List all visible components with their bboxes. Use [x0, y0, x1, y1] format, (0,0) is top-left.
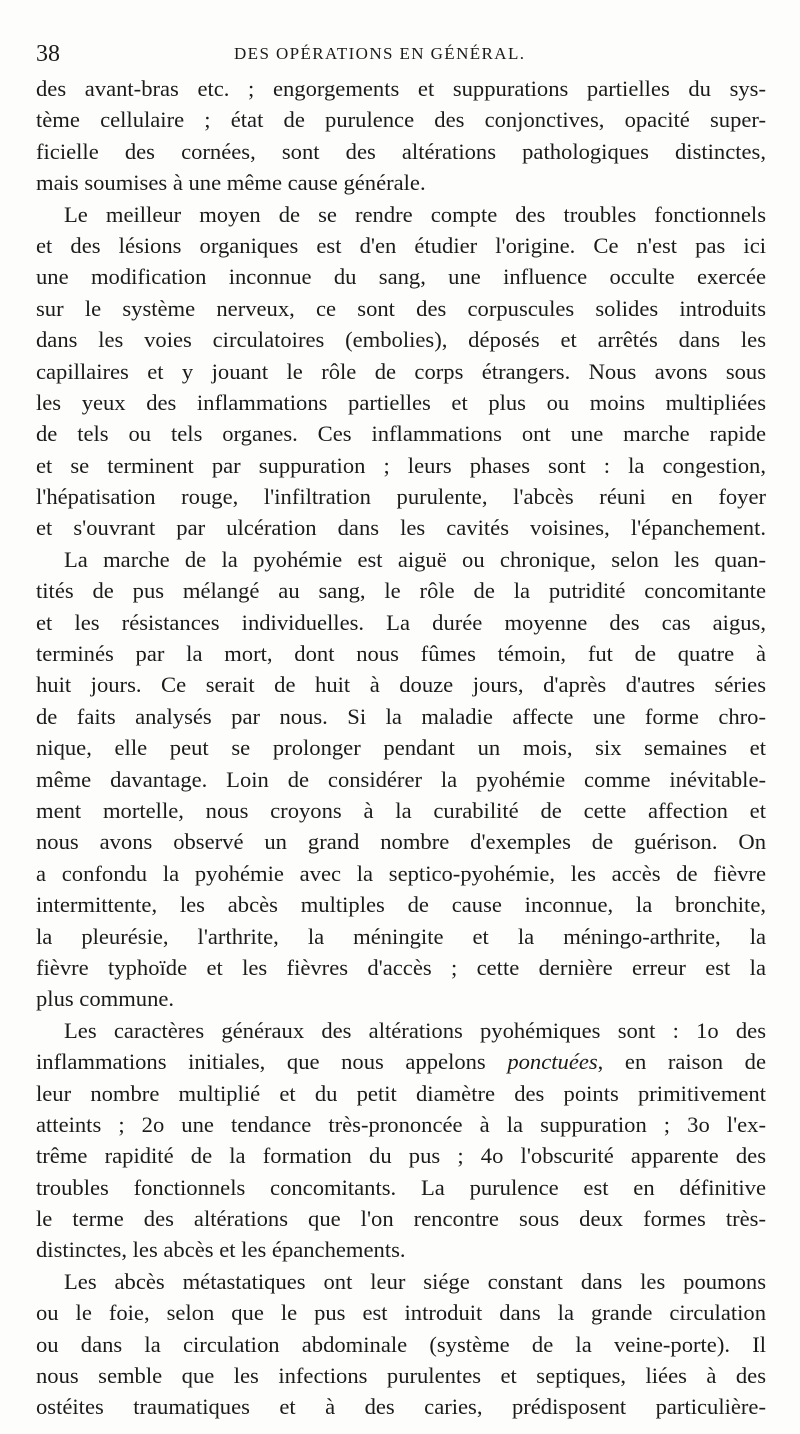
text-line: une modification inconnue du sang, une influence occulte exercée: [36, 264, 766, 290]
text-line: ou dans la circulation abdominale (système de la veine-porte). Il: [36, 1331, 766, 1357]
text-line: leur nombre multiplié et du petit diamètre des points primitivement: [36, 1080, 766, 1106]
text-line: mais soumises à une même cause générale.: [36, 170, 426, 196]
paragraph: [36, 73, 766, 199]
text-line: tités de pus mélangé au sang, le rôle de la putridité concomitante: [36, 578, 766, 604]
text-line: l'hépatisation rouge, l'infiltration purulente, l'abcès réuni en foyer: [36, 484, 766, 510]
text-line: nous semble que les infections purulentes et septiques, liées à des: [36, 1363, 766, 1389]
text-line: les yeux des inflammations partielles et plus ou moins multipliées: [36, 389, 766, 415]
text-line: a confondu la pyohémie avec la septico-pyohémie, les accès de fièvre: [36, 860, 766, 886]
text-line: dans les voies circulatoires (embolies), déposés et arrêtés dans les: [36, 327, 766, 353]
text-line: plus commune.: [36, 986, 175, 1012]
text-line: fièvre typhoïde et les fièvres d'accès ; cette dernière erreur est la: [36, 954, 766, 980]
text-line: nique, elle peut se prolonger pendant un mois, six semaines et: [36, 735, 766, 761]
text-line: terminés par la mort, dont nous fûmes témoin, fut de quatre à: [36, 641, 766, 667]
text-line: même davantage. Loin de considérer la pyohémie comme inévitable-: [36, 766, 766, 792]
text-span: inflammations initiales, que nous appelons: [36, 1049, 508, 1075]
text-line: [36, 1046, 766, 1077]
text-line: nous avons observé un grand nombre d'exemples de guérison. On: [36, 829, 766, 855]
text-line: capillaires et y jouant le rôle de corps étrangers. Nous avons sous: [36, 358, 766, 384]
text-line: ou le foie, selon que le pus est introduit dans la grande circulation: [36, 1300, 766, 1326]
text-line: Les caractères généraux des altérations pyohémiques sont : 1o des: [64, 1017, 766, 1043]
text-line: sur le système nerveux, ce sont des corpuscules solides introduits: [36, 295, 766, 321]
text-line: distinctes, les abcès et les épanchements.: [36, 1237, 406, 1263]
text-line: des avant-bras etc. ; engorgements et suppurations partielles du sys-: [36, 76, 766, 101]
paragraph: [36, 544, 766, 1015]
text-line: Le meilleur moyen de se rendre compte des troubles fonctionnels: [64, 201, 766, 227]
paragraph: [36, 199, 766, 544]
body-text: [36, 73, 766, 1423]
text-line: ostéites traumatiques et à des caries, prédisposent particulière-: [36, 1394, 766, 1420]
running-head: DES OPÉRATIONS EN GÉNÉRAL.: [234, 44, 526, 63]
text-line: de tels ou tels organes. Ces inflammations ont une marche rapide: [36, 421, 766, 447]
text-line: atteints ; 2o une tendance très-prononcée à la suppuration ; 3o l'ex-: [36, 1111, 766, 1137]
paragraph: [36, 1266, 766, 1423]
text-line: et se terminent par suppuration ; leurs phases sont : la congestion,: [36, 452, 766, 478]
text-line: huit jours. Ce serait de huit à douze jours, d'après d'autres séries: [36, 672, 766, 698]
text-line: tème cellulaire ; état de purulence des conjonctives, opacité super-: [36, 107, 766, 133]
text-line: ficielle des cornées, sont des altérations pathologiques distinctes,: [36, 138, 766, 164]
text-line: et les résistances individuelles. La durée moyenne des cas aigus,: [36, 609, 766, 635]
text-line: et s'ouvrant par ulcération dans les cavités voisines, l'épanchement.: [36, 515, 766, 541]
italic-term: ponctuées: [507, 1049, 598, 1075]
text-line: Les abcès métastatiques ont leur siége constant dans les poumons: [64, 1268, 766, 1294]
text-line: trême rapidité de la formation du pus ; 4o l'obscurité apparente des: [36, 1143, 766, 1169]
text-line: la pleurésie, l'arthrite, la méningite et la méningo-arthrite, la: [36, 923, 766, 949]
page-header: [36, 36, 772, 72]
text-line: et des lésions organiques est d'en étudier l'origine. Ce n'est pas ici: [36, 232, 766, 258]
text-line: intermittente, les abcès multiples de cause inconnue, la bronchite,: [36, 892, 766, 918]
text-line: ment mortelle, nous croyons à la curabilité de cette affection et: [36, 797, 766, 823]
text-line: La marche de la pyohémie est aiguë ou chronique, selon les quan-: [64, 546, 766, 572]
page-number: 38: [36, 41, 60, 67]
text-line: troubles fonctionnels concomitants. La purulence est en définitive: [36, 1174, 766, 1200]
text-span: , en raison de: [597, 1049, 766, 1075]
text-line: de faits analysés par nous. Si la maladie affecte une forme chro-: [36, 703, 766, 729]
paragraph: [36, 1015, 766, 1266]
text-line: le terme des altérations que l'on rencontre sous deux formes très-: [36, 1206, 766, 1232]
